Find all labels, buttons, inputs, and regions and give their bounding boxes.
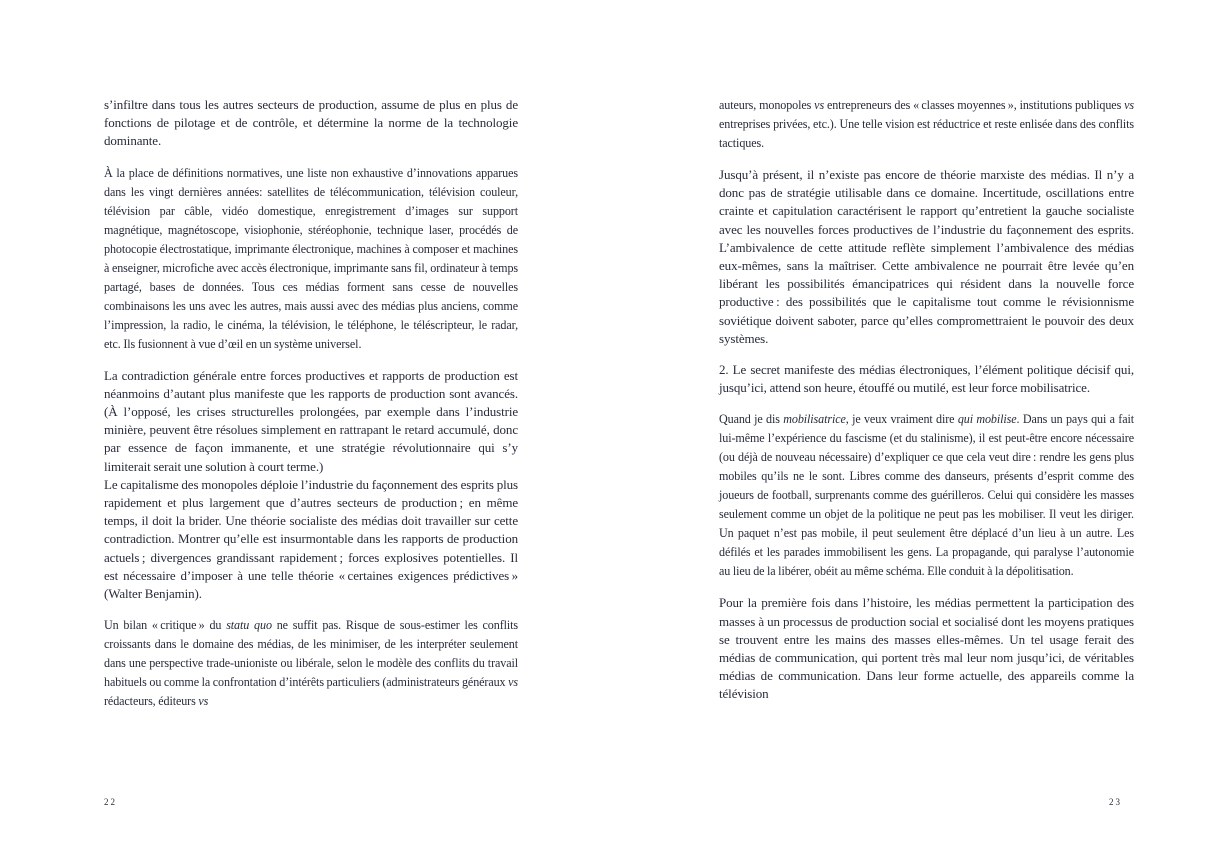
paragraph (104, 96, 518, 151)
text-run: mobilisatrice (783, 412, 846, 427)
text-run: vs (198, 694, 209, 709)
text-run: entreprises privées, etc.). Une telle vision est réductrice et reste enlisée dans des conflits tactiques. (719, 117, 1134, 150)
text-run: auteurs, monopoles (719, 98, 815, 112)
paragraph (719, 96, 1134, 153)
text-run: statu quo (226, 618, 272, 633)
paragraph (104, 616, 518, 711)
page-right-text-column (719, 96, 1134, 704)
text-run: qui mobilise (957, 412, 1017, 427)
text-run: s’infiltre dans tous les autres secteurs de production, assume de plus en plus de fonctions de pilotage et de contrôle, et détermine la norme de la technologie dominante. (104, 97, 518, 149)
text-run: 2. Le secret manifeste des médias électroniques, l’élément politique décisif qui, jusqu’ici, attend son heure, étouffé ou mutilé, est leur force mobilisatrice. (719, 362, 1134, 396)
paragraph (719, 166, 1134, 348)
text-run: vs (814, 98, 825, 112)
page-number-left: 22 (104, 797, 117, 807)
text-run: Jusqu’à présent, il n’existe pas encore de théorie marxiste des médias. Il n’y a donc pas de stratégie utilisable dans ce domaine. Incertitude, oscillations entre crainte et capitulation caractérisent le rapport qu’entretient la gauche socialiste avec les nouvelles forces productives de l’industrie du façonnement des esprits. L’ambivalence de cette attitude reflète simplement l’ambivalence des médias eux-mêmes, sans la maîtriser. Cette ambivalence ne pourrait être levée qu’en libérant les possibilités émancipatrices qui résident dans la nouvelle force productive : des possibilités que le capitalisme tout comme le révisionnisme soviétique doivent saboter, parce qu’elles compromettraient le pouvoir des deux systèmes. (719, 167, 1134, 346)
paragraph (719, 361, 1134, 397)
text-run: vs (508, 675, 518, 690)
text-run: , je veux vraiment dire (845, 412, 958, 427)
text-run: Le capitalisme des monopoles déploie l’industrie du façonnement des esprits plus rapidement et plus largement que d’autres secteurs de production ; en même temps, il doit la brider. Une théorie socialiste des médias doit travailler sur cette contradiction. Montrer qu’elle est insurmontable dans les rapports de production actuels ; divergences grandissant rapidement ; forces explosives potentielles. Il est nécessaire d’imposer à une telle théorie « certaines exigences prédictives » (Walter Benjamin). (104, 476, 518, 602)
text-run: Quand je dis (719, 412, 784, 427)
paragraph (719, 594, 1134, 703)
page-number-right: 23 (1109, 797, 1122, 807)
text-run: vs (1124, 98, 1134, 112)
text-run: À la place de définitions normatives, une liste non exhaustive d’innovations apparues dans les vingt dernières années: satellites de télécommunication, télévision couleur, télévision par câble, vidéo domestique, enregistrement d’images sur support magnétique, magnétoscope, visiophonie, stéréophonie, technique laser, procédés de photocopie électrostatique, imprimante électronique, machines à composer et machines à enseigner, microfiche avec accès électronique, imprimante sans fil, ordinateur à temps partagé, bases de données. Tous ces médias forment sans cesse de nouvelles combinaisons les uns avec les autres, mais aussi avec des médias plus anciens, comme l’impression, la radio, le cinéma, la télévision, le téléphone, le téléscripteur, le radar, etc. Ils fusionnent à vue d’œil en un système universel. (104, 165, 518, 351)
page-right (719, 96, 1134, 807)
page-left-text-column (104, 96, 518, 711)
text-run: La contradiction générale entre forces productives et rapports de production est néanmoins d’autant plus manifeste que les rapports de production sont avancés. (À l’opposé, les crises structurelles prolongées, par exemple dans l’industrie minière, peuvent être résolues simplement en rattrapant le retard accumulé, donc par essence de façon immanente, et une stratégie révolutionnaire qui s’y limiterait serait une solution à court terme.) (104, 367, 518, 474)
text-run: Pour la première fois dans l’histoire, les médias permettent la participation des masses à un processus de production social et socialisé dont les moyens pratiques se trouvent entre les mains des masses elles-mêmes. Un tel usage ferait des médias de communication, qui portent très mal leur nom jusqu’ici, de véritables médias de communication. Dans leur forme actuelle, des appareils comme la télévision (719, 595, 1134, 702)
text-run: Un bilan « critique » du (104, 618, 227, 633)
paragraph (719, 410, 1134, 581)
paragraph (104, 367, 518, 476)
text-run: . Dans un pays qui a fait lui-même l’expérience du fascisme (et du stalinisme), il est peut-être encore nécessaire (ou déjà de nouveau nécessaire) d’expliquer ce que cela veut dire : rendre les gens plus mobiles qu’ils ne le sont. Libres comme des danseurs, présents d’esprit comme des joueurs de football, surprenants comme des guérilleros. Celui qui considère les masses seulement comme un objet de la politique ne peut pas les mobiliser. Il veut les diriger. Un paquet n’est pas mobile, il peut seulement être déplacé d’un lieu à un autre. Les défilés et les parades immobilisent les gens. La propagande, qui paralyse l’autonomie au lieu de la libérer, obéit au même schéma. Elle conduit à la dépolitisation. (719, 412, 1134, 579)
text-run: entrepreneurs des « classes moyennes », institutions publiques (824, 98, 1125, 112)
paragraph (104, 476, 518, 603)
page-left (104, 96, 519, 807)
text-run: rédacteurs, éditeurs (104, 694, 199, 709)
text-run: ne suffit pas. Risque de sous-estimer les conflits croissants dans le domaine des médias, de les minimiser, de les interpréter seulement dans une perspective trade-unioniste ou libérale, selon le modèle des conflits du travail habituels ou comme la confrontation d’intérêts particuliers (administrateurs généraux (104, 618, 519, 690)
paragraph (104, 164, 518, 354)
